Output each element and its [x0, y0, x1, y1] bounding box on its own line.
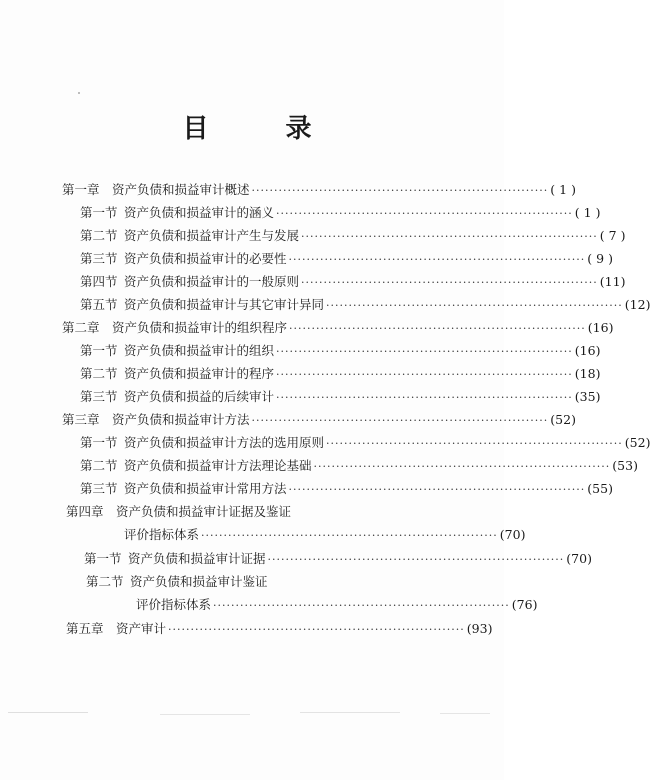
toc-entry — [80, 341, 601, 359]
dot-leader: ·································································· — [251, 414, 549, 427]
dot-leader: ·································································· — [267, 553, 565, 566]
toc-number: 第四章 — [66, 504, 104, 519]
toc-entry — [80, 433, 650, 451]
toc-number: 第三节 — [80, 481, 118, 496]
toc-page: (93) — [466, 621, 493, 636]
toc-text: 资产负债和损益审计方法的选用原则 — [124, 435, 325, 450]
toc-text: 资产负债和损益审计证据及鉴证 — [116, 504, 292, 519]
toc-page: ( 1 ) — [574, 205, 601, 220]
toc-number: 第二章 — [62, 320, 100, 335]
toc-number: 第二节 — [80, 366, 118, 381]
page-title: 目 录 — [182, 114, 346, 144]
toc-number: 第五章 — [66, 621, 104, 636]
toc-page: ( 7 ) — [599, 228, 626, 243]
dot-leader: ·································································· — [301, 230, 598, 243]
toc-entry — [62, 410, 576, 428]
toc-entry — [80, 272, 626, 290]
toc-page: (52) — [624, 435, 650, 450]
toc-number: 第二节 — [80, 228, 118, 243]
toc-entry — [80, 226, 626, 244]
toc-number: 第一节 — [80, 343, 118, 358]
toc-number: 第五节 — [80, 297, 118, 312]
toc-entry — [80, 295, 650, 313]
scan-line — [300, 712, 400, 713]
toc-page: (11) — [599, 274, 626, 289]
toc-text: 资产负债和损益审计鉴证 — [130, 574, 268, 589]
dot-leader: ·································································· — [288, 253, 586, 266]
toc-text: 资产负债和损益审计的组织程序 — [112, 320, 288, 335]
toc-text: 资产负债和损益审计与其它审计异同 — [124, 297, 325, 312]
toc-text: 资产负债和损益审计常用方法 — [124, 481, 287, 496]
dot-leader: ·································································· — [326, 437, 623, 450]
toc-entry — [80, 479, 613, 497]
toc-text: 评价指标体系 — [136, 597, 212, 612]
dot-leader: ·································································· — [289, 322, 586, 335]
toc-page: (70) — [566, 551, 592, 566]
dot-leader: ·································································· — [201, 529, 498, 542]
toc-number: 第三节 — [80, 389, 118, 404]
toc-entry — [66, 619, 493, 637]
dot-leader: ·································································· — [301, 276, 598, 289]
toc-entry — [62, 180, 576, 198]
toc-text: 资产负债和损益审计方法 — [112, 412, 250, 427]
toc-page: (16) — [574, 343, 601, 358]
toc-page: (35) — [574, 389, 601, 404]
toc-entry — [80, 249, 613, 267]
toc-number: 第一节 — [80, 205, 118, 220]
toc-page: (16) — [587, 320, 614, 335]
toc-entry — [86, 572, 410, 590]
dot-leader: ·································································· — [276, 207, 573, 220]
toc-number: 第二节 — [80, 458, 118, 473]
toc-text: 资产负债和损益审计产生与发展 — [124, 228, 300, 243]
toc-number: 第一节 — [84, 551, 122, 566]
toc-page: (70) — [499, 527, 526, 542]
toc-entry — [80, 364, 601, 382]
dot-leader: ·································································· — [276, 345, 573, 358]
dot-leader: ·································································· — [288, 483, 586, 496]
toc-page: (55) — [587, 481, 613, 496]
toc-entry — [80, 387, 601, 405]
toc-text: 资产负债和损益审计的组织 — [124, 343, 275, 358]
dot-leader: ·································································· — [276, 391, 573, 404]
toc-number: 第一章 — [62, 182, 100, 197]
toc-page: (12) — [624, 297, 650, 312]
toc-text: 资产负债和损益审计的程序 — [124, 366, 275, 381]
toc-text: 资产负债和损益审计的涵义 — [124, 205, 275, 220]
scan-line — [8, 712, 88, 713]
scan-speck — [78, 92, 80, 94]
toc-text: 评价指标体系 — [124, 527, 200, 542]
scan-line — [160, 714, 250, 715]
toc-entry — [80, 456, 638, 474]
toc-number: 第三节 — [80, 251, 118, 266]
toc-entry — [84, 549, 592, 567]
toc-number: 第三章 — [62, 412, 100, 427]
toc-text: 资产负债和损益审计方法理论基础 — [124, 458, 312, 473]
toc-text: 资产负债和损益审计概述 — [112, 182, 250, 197]
toc-page: ( 9 ) — [587, 251, 613, 266]
toc-entry-continuation — [136, 595, 538, 613]
toc-text: 资产负债和损益审计的一般原则 — [124, 274, 300, 289]
toc-text: 资产审计 — [116, 621, 167, 636]
toc-page: ( 1 ) — [550, 182, 576, 197]
toc-number: 第四节 — [80, 274, 118, 289]
toc-text: 资产负债和损益审计的必要性 — [124, 251, 287, 266]
dot-leader: ·································································· — [213, 599, 510, 612]
dot-leader: ·································································· — [276, 368, 573, 381]
dot-leader: ·································································· — [168, 623, 465, 636]
toc-entry — [66, 502, 410, 520]
toc-page: (18) — [574, 366, 601, 381]
toc-entry — [80, 203, 601, 221]
toc-entry — [62, 318, 614, 336]
toc-text: 资产负债和损益的后续审计 — [124, 389, 275, 404]
toc-page: (76) — [511, 597, 538, 612]
dot-leader: ·································································· — [313, 460, 611, 473]
toc-number: 第一节 — [80, 435, 118, 450]
toc-entry-continuation — [124, 525, 526, 543]
scan-line — [440, 713, 490, 714]
dot-leader: ·································································· — [326, 299, 623, 312]
toc-page: (52) — [550, 412, 576, 427]
toc-text: 资产负债和损益审计证据 — [128, 551, 266, 566]
toc-number: 第二节 — [86, 574, 124, 589]
toc-page: (53) — [612, 458, 638, 473]
dot-leader: ·································································· — [251, 184, 549, 197]
